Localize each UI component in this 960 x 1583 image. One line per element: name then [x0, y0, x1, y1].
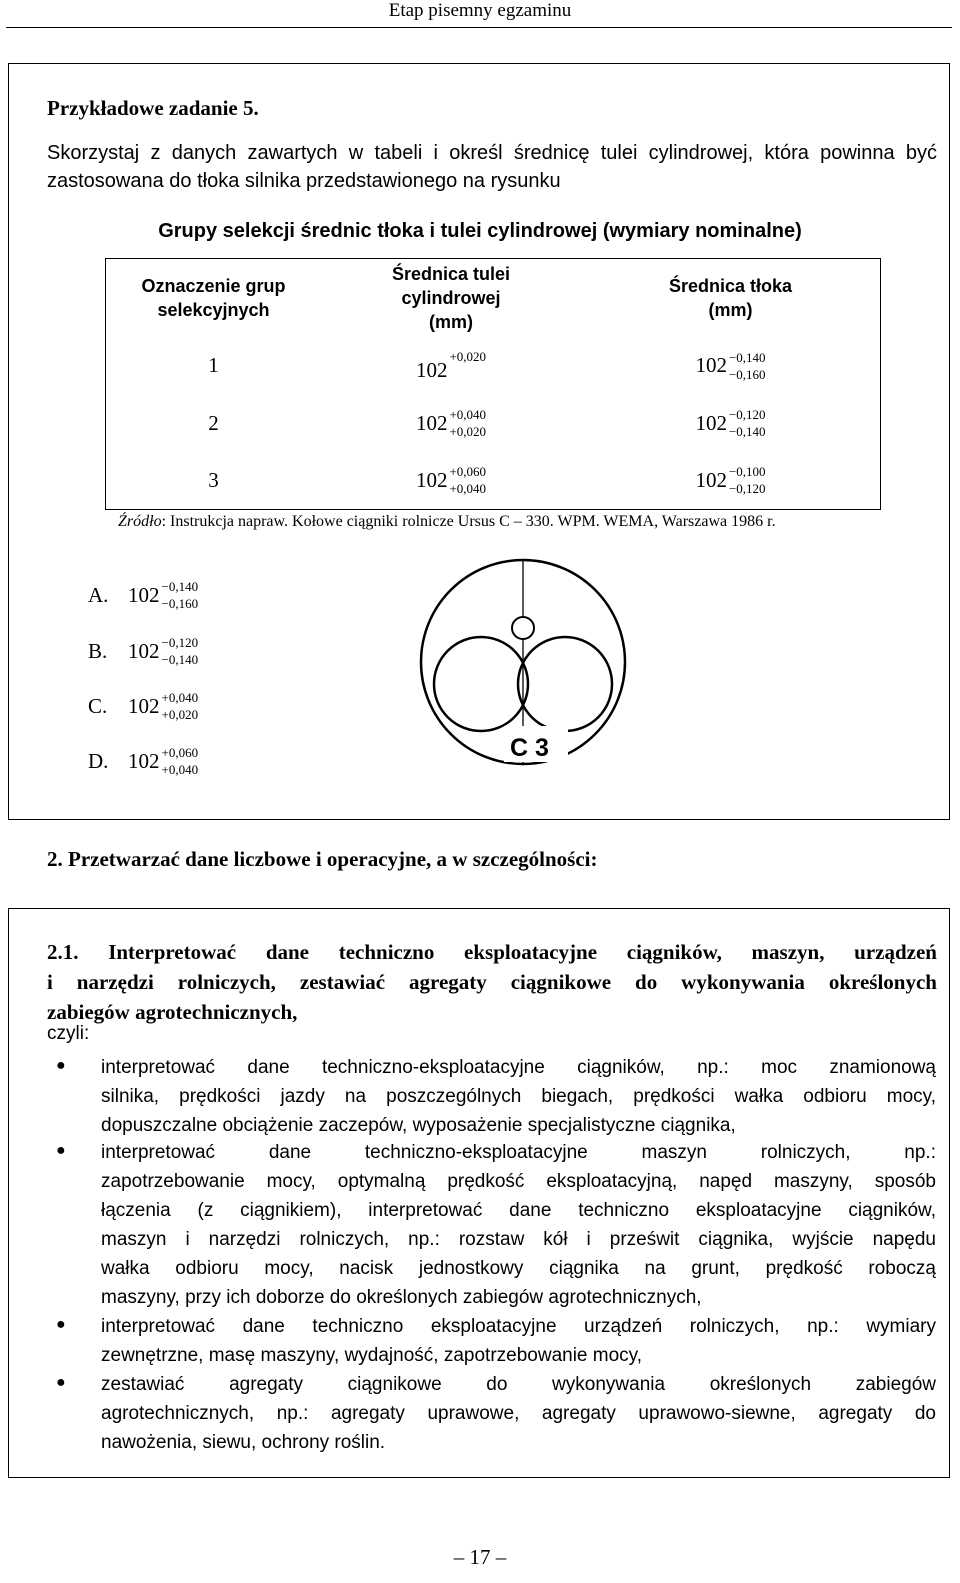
bullet-item-1: interpretować dane techniczno-eksploatacyjne ciągników, np.: moc znamionową silnika, prędkości jazdy na poszczególnych biegach, prędkości wałka odbioru mocy, dopuszczalne obciążenie zaczepów, wyposażenie specjalistyczne ciągnika,: [101, 1057, 936, 1136]
task-prompt-line-1: Skorzystaj z danych zawartych w tabeli i określ średnicę tulei cylindrowej, która powinna być: [47, 142, 937, 164]
group-cell: 3: [208, 467, 219, 492]
option-a[interactable]: A. 102 −0,140 −0,160: [88, 579, 199, 611]
table-row: [106, 452, 881, 510]
page-header: Etap pisemny egzaminu: [388, 0, 572, 21]
table-header-sleeve: Średnica tulei cylindrowej (mm): [391, 263, 511, 332]
piston-cell: 102 −0,120 −0,140: [695, 407, 766, 439]
bullet-item-3: interpretować dane techniczno eksploatacyjne urządzeń rolniczych, np.: wymiary zewnętrzne, masę maszyny, wydajność, zapotrzebowanie mocy,: [101, 1316, 936, 1366]
page-number: – 17 –: [453, 1545, 507, 1569]
table-header-group: Oznaczenie grup selekcyjnych: [141, 275, 286, 320]
bullet-item-2: interpretować dane techniczno-eksploatacyjne maszyn rolniczych, np.: zapotrzebowanie mocy, optymalną prędkość eksploatacyjną, napęd maszyny, sposób łączenia (z ciągnikiem), interpretować dane techniczno eksploatacyjne ciągników, maszyn i narzędzi rolniczych, np.: rozstaw kół i prześwit ciągnika, wyjście napędu wałka odbioru mocy, nacisk jednostkowy ciągnika na grunt, prędkość roboczą maszyny, przy ich doborze do określonych zabiegów agrotechnicznych,: [101, 1142, 936, 1308]
item-2-1: 2.1. Interpretować dane techniczno eksploatacyjne ciągników, maszyn, urządzeń i narzędzi rolniczych, zestawiać agregaty ciągnikowe do wykonywania określonych zabiegów agrotechnicznych,: [47, 940, 937, 1024]
bullet-icon: ●: [56, 1057, 66, 1074]
selection-table: [105, 258, 881, 510]
task-title: Przykładowe zadanie 5.: [47, 96, 259, 120]
header-rule: [6, 27, 952, 28]
table-row: [106, 337, 881, 395]
option-c[interactable]: C. 102 +0,040 +0,020: [88, 690, 199, 722]
task-prompt-line-2: zastosowana do tłoka silnika przedstawionego na rysunku: [47, 170, 561, 192]
table-title: Grupy selekcji średnic tłoka i tulei cylindrowej (wymiary nominalne): [158, 220, 802, 242]
bullet-icon: ●: [56, 1316, 66, 1333]
sleeve-cell: 102 +0,040 +0,020: [415, 407, 487, 439]
section-heading: 2. Przetwarzać dane liczbowe i operacyjne, a w szczególności:: [47, 847, 598, 871]
table-header-piston: Średnica tłoka (mm): [668, 275, 793, 320]
piston-right-chamber: [518, 637, 612, 731]
sleeve-cell: 102 +0,020: [415, 349, 487, 382]
piston-cell: 102 −0,100 −0,120: [695, 464, 766, 497]
bullet-item-4: zestawiać agregaty ciągnikowe do wykonywania określonych zabiegów agrotechnicznych, np.: agregaty uprawowe, agregaty uprawowo-siewne, agregaty do nawożenia, siewu, ochrony roślin.: [101, 1374, 936, 1453]
option-d[interactable]: D. 102 +0,060 +0,040: [88, 745, 199, 777]
czyli-label: czyli:: [47, 1023, 90, 1044]
sleeve-cell: 102 +0,060 +0,040: [415, 464, 487, 497]
table-source: Źródło: Instrukcja napraw. Kołowe ciągniki rolnicze Ursus C – 330. WPM. WEMA, Warszawa 1986 r.: [118, 513, 776, 530]
piston-cell: 102 −0,140 −0,160: [695, 349, 766, 382]
piston-marking: C 3: [510, 734, 549, 762]
option-b[interactable]: B. 102 −0,120 −0,140: [88, 635, 199, 667]
group-cell: 1: [208, 353, 219, 377]
bullet-icon: ●: [56, 1142, 66, 1159]
piston-top-valve: [512, 617, 534, 639]
bullet-icon: ●: [56, 1374, 66, 1391]
table-row: [106, 395, 881, 452]
group-cell: 2: [208, 410, 219, 435]
piston-figure: [418, 555, 638, 775]
piston-left-chamber: [434, 637, 528, 731]
